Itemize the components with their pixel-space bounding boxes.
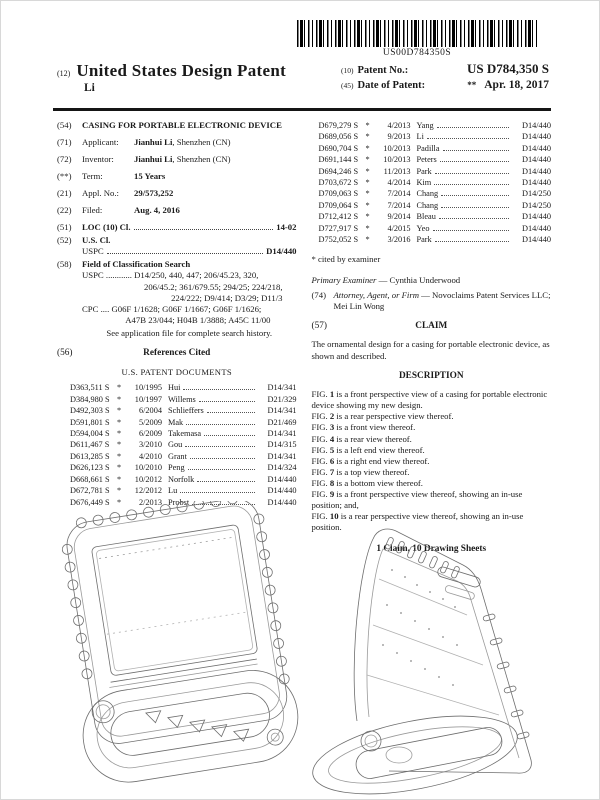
figure-description-line <box>312 434 552 445</box>
fig-text: is a top view thereof. <box>336 466 410 477</box>
search-history-note: See application file for complete search history. <box>106 327 273 338</box>
cited-patent-inventor: Probst <box>168 497 190 507</box>
dot-leader <box>433 223 510 231</box>
dot-leader <box>180 485 254 493</box>
field-num: (22) <box>57 205 72 216</box>
claims-and-sheets-note: 1 Claim, 10 Drawing Sheets <box>376 543 487 554</box>
examiner-cited-mark: * <box>365 189 370 199</box>
fig-number: 6 <box>329 455 335 466</box>
fig-number: 10 <box>329 510 339 521</box>
document-header <box>57 61 549 94</box>
examiner-cited-mark: * <box>365 200 370 210</box>
cited-patent-inventor: Takemasa <box>168 429 202 439</box>
examiner-cited-mark: * <box>365 143 370 153</box>
field-num: (54) <box>57 120 72 130</box>
cited-patent-class: D14/440 <box>267 486 297 496</box>
field-term <box>57 171 297 182</box>
cited-patent-number: D668,661 S <box>70 474 110 484</box>
cited-patent-number: D691,144 S <box>318 155 359 165</box>
fig-text: is a front perspective view thereof, showing an in-use position; and, <box>311 488 523 510</box>
attorney-name: — Novoclaims Patent Services LLC; Mei Lin Wong <box>333 289 551 311</box>
cited-patent-number: D694,246 S <box>318 166 359 176</box>
examiner-cited-mark: * <box>117 463 122 473</box>
cited-patent-inventor: Chang <box>416 200 439 210</box>
field-22-filed <box>57 205 297 216</box>
field-num: (72) <box>57 154 72 165</box>
field-num: (58) <box>57 259 72 270</box>
cited-patent-number: D626,123 S <box>70 463 110 473</box>
us-patent-documents-title: U.S. PATENT DOCUMENTS <box>121 366 232 377</box>
cited-patent-class: D14/440 <box>521 132 551 142</box>
body-columns <box>57 120 551 556</box>
cited-patent-date: 7/2014 <box>387 200 411 210</box>
cited-patent-date: 10/1997 <box>134 394 162 404</box>
cited-patent-date: 10/2012 <box>134 474 162 484</box>
fig-number: 4 <box>329 433 335 444</box>
appl-no-value: 29/573,252 <box>134 188 174 199</box>
cited-patent-date: 7/2014 <box>387 189 411 199</box>
cited-patent-date: 4/2015 <box>387 223 411 233</box>
patent-reference-row <box>319 188 552 199</box>
cited-patent-date: 3/2010 <box>138 440 162 450</box>
patent-reference-row <box>70 451 297 462</box>
cited-patent-inventor: Norfolk <box>168 474 195 484</box>
figure-description-line <box>312 389 552 411</box>
fig-abbrev: FIG. <box>311 455 328 466</box>
patent-reference-row <box>319 166 552 177</box>
figure-description-line <box>312 478 552 489</box>
patent-reference-row <box>70 428 297 439</box>
cited-patent-date: 2/2013 <box>138 497 162 507</box>
cited-patent-date: 4/2013 <box>387 121 411 130</box>
primary-examiner-label: Primary Examiner <box>311 274 377 285</box>
inventor-name: Jianhui Li <box>134 154 173 165</box>
cited-patent-number: D689,056 S <box>318 132 359 142</box>
filed-label: Filed: <box>82 205 103 216</box>
fig-text: is a bottom view thereof. <box>336 477 423 488</box>
cited-patent-date: 10/2013 <box>383 143 411 153</box>
cited-patent-date: 4/2014 <box>387 178 411 188</box>
dot-leader <box>441 188 509 196</box>
references-cited-title: References Cited <box>143 347 211 358</box>
figure-description-line <box>312 456 552 467</box>
patent-reference-row <box>319 154 552 165</box>
dot-leader <box>188 462 255 470</box>
cited-patent-date: 6/2009 <box>138 429 162 439</box>
cited-patent-inventor: Li <box>416 132 424 142</box>
dot-leader <box>190 451 255 459</box>
dot-leader <box>435 166 509 174</box>
attorney-line <box>312 290 552 312</box>
cited-patent-class: D14/440 <box>521 155 551 165</box>
field-code-10: (10) <box>341 66 354 75</box>
dot-leader <box>439 211 509 219</box>
fig-abbrev: FIG. <box>311 477 328 488</box>
cited-patent-class: D14/341 <box>267 383 297 393</box>
figure-description-line <box>312 411 552 422</box>
dot-leader <box>185 439 254 447</box>
uspc-value: D14/440 <box>266 246 297 257</box>
uspc-label: USPC <box>82 246 104 257</box>
cited-patent-date: 6/2004 <box>138 406 162 416</box>
document-title: United States Design Patent <box>76 61 287 80</box>
barcode-block <box>297 20 537 58</box>
cited-patent-class: D14/250 <box>521 200 551 210</box>
patent-reference-row <box>319 223 552 234</box>
cited-patent-number: D676,449 S <box>70 497 110 507</box>
patent-reference-row <box>319 177 552 188</box>
term-extension-mark: ** <box>467 80 477 90</box>
term-label: Term: <box>82 171 103 182</box>
fig-number: 1 <box>329 389 335 400</box>
fig-number: 9 <box>329 488 335 499</box>
patent-reference-row <box>70 462 297 473</box>
fig-text: is a rear view thereof. <box>336 433 412 444</box>
patent-number: US D784,350 S <box>467 61 549 76</box>
examiner-cited-mark: * <box>117 474 122 484</box>
cited-patent-number: D492,303 S <box>70 406 110 416</box>
dot-leader <box>204 428 254 436</box>
patent-reference-row <box>319 143 552 154</box>
applicant-label: Applicant: <box>82 137 119 148</box>
uspc-search-line: 206/45.2; 361/679.55; 294/25; 224/218, <box>143 281 283 292</box>
cited-patent-date: 5/2009 <box>138 417 162 427</box>
examiner-cited-mark: * <box>117 451 122 461</box>
field-num: (56) <box>57 347 73 358</box>
applicant-name: Jianhui Li <box>134 137 173 148</box>
fig-text: is a rear perspective view thereof, showing an in-use position. <box>311 510 524 532</box>
field-num: (74) <box>311 289 326 300</box>
primary-examiner-name: — Cynthia Underwood <box>376 274 461 285</box>
cited-patent-class: D14/341 <box>267 451 297 461</box>
inventor-label: Inventor: <box>82 154 114 165</box>
right-column <box>312 120 552 556</box>
field-num: (21) <box>57 188 72 199</box>
patent-reference-row <box>319 120 552 131</box>
patent-reference-row <box>319 234 552 245</box>
claim-text: The ornamental design for a casing for portable electronic device, as shown and described. <box>311 339 550 361</box>
uspc-search-line: USPC ............ D14/250, 440, 447; 206/45.23, 320, <box>82 270 259 281</box>
field-54-title <box>57 120 297 131</box>
fig-text: is a right end view thereof. <box>336 455 430 466</box>
patent-reference-row <box>70 405 297 416</box>
cited-patent-class: D14/440 <box>521 121 551 130</box>
dot-leader <box>441 200 509 208</box>
cited-patent-date: 4/2010 <box>138 451 162 461</box>
cited-patent-number: D703,672 S <box>318 178 359 188</box>
drawing-front-perspective-view <box>51 501 309 799</box>
cited-patent-inventor: Hui <box>168 383 181 393</box>
field-code-12: (12) <box>57 69 71 78</box>
examiner-cited-mark: * <box>365 155 370 165</box>
field-num: (71) <box>57 137 72 148</box>
cited-patent-class: D14/440 <box>521 223 551 233</box>
patent-reference-row <box>319 131 552 142</box>
cited-patent-number: D712,412 S <box>318 212 359 222</box>
cited-patent-inventor: Mak <box>168 417 184 427</box>
fig-text: is a left end view thereof. <box>336 444 425 455</box>
examiner-cited-mark: * <box>365 235 370 245</box>
field-51-loc <box>57 222 297 233</box>
examiner-cited-mark: * <box>117 429 122 439</box>
dot-leader <box>207 405 255 413</box>
fig-number: 5 <box>329 444 335 455</box>
fig-number: 3 <box>329 422 335 433</box>
cited-patent-date: 9/2014 <box>387 212 411 222</box>
cited-patent-class: D14/250 <box>521 189 551 199</box>
dot-leader <box>183 382 254 390</box>
cited-patent-number: D613,285 S <box>70 451 110 461</box>
cited-patent-date: 10/2010 <box>134 463 162 473</box>
cited-patent-class: D14/440 <box>521 235 551 245</box>
cited-patent-class: D14/440 <box>521 143 551 153</box>
field-num: (52) <box>57 235 72 246</box>
cited-patent-number: D727,917 S <box>318 223 359 233</box>
cited-patent-number: D679,279 S <box>318 121 359 130</box>
cited-patent-date: 3/2016 <box>387 235 411 245</box>
header-left <box>57 61 286 94</box>
dot-leader <box>440 154 509 162</box>
dot-leader <box>443 143 509 151</box>
fig-number: 2 <box>329 411 335 422</box>
cited-by-examiner-note: * cited by examiner <box>311 254 381 265</box>
classification-search-label: Field of Classification Search <box>82 259 191 270</box>
figure-description-line <box>312 489 552 511</box>
cpc-search-line: A47B 23/044; H04B 1/3888; A45C 11/00 <box>125 314 271 325</box>
description-heading <box>312 371 552 383</box>
field-72-inventor <box>57 154 297 165</box>
left-column <box>57 120 297 556</box>
field-71-applicant <box>57 137 297 148</box>
cited-patent-class: D14/440 <box>521 166 551 176</box>
dot-leader <box>437 120 509 128</box>
examiner-cited-mark: * <box>117 406 122 416</box>
inventor-surname: Li <box>84 82 95 94</box>
cited-patent-inventor: Peters <box>416 155 437 165</box>
claim-heading <box>312 321 552 333</box>
cited-patent-class: D14/315 <box>267 440 297 450</box>
examiner-cited-mark: * <box>365 132 370 142</box>
cited-patent-inventor: Bleau <box>416 212 436 222</box>
header-divider <box>53 108 551 111</box>
cited-patent-number: D709,064 S <box>318 200 359 210</box>
dot-leader <box>197 474 254 482</box>
figure-descriptions <box>312 389 552 533</box>
cited-patent-inventor: Willems <box>168 394 196 404</box>
fig-text: is a front view thereof. <box>336 422 416 433</box>
patent-reference-row <box>319 200 552 211</box>
cited-patent-inventor: Lu <box>168 486 178 496</box>
fig-abbrev: FIG. <box>311 411 328 422</box>
patent-reference-row <box>70 474 297 485</box>
examiner-cited-mark: * <box>365 212 370 222</box>
loc-label: LOC (10) Cl. <box>82 222 131 233</box>
cited-patent-number: D594,004 S <box>70 429 110 439</box>
dot-leader <box>134 222 274 230</box>
fig-abbrev: FIG. <box>311 444 328 455</box>
filed-date: Aug. 4, 2016 <box>134 205 180 216</box>
cited-patent-inventor: Peng <box>168 463 185 473</box>
dot-leader <box>434 177 509 185</box>
fig-text: is a rear perspective view thereof. <box>336 411 454 422</box>
cited-patent-number: D384,980 S <box>70 394 110 404</box>
cited-patent-class: D14/440 <box>267 474 297 484</box>
cited-patent-inventor: Park <box>416 166 432 176</box>
us-patent-documents-table-right <box>312 120 552 245</box>
figure-description-line <box>312 422 552 433</box>
cited-patent-class: D14/440 <box>267 497 297 507</box>
field-num: (51) <box>57 222 72 233</box>
barcode-image <box>297 20 537 47</box>
dot-leader <box>435 234 509 242</box>
cited-patent-number: D709,063 S <box>318 189 359 199</box>
cpc-search-line: CPC .... G06F 1/1628; G06F 1/1667; G06F 1/1626; <box>82 303 262 314</box>
inventor-location: , Shenzhen (CN) <box>172 154 231 165</box>
invention-title: CASING FOR PORTABLE ELECTRONIC DEVICE <box>82 120 282 130</box>
fig-abbrev: FIG. <box>311 422 328 433</box>
field-21-appl-no <box>57 188 297 199</box>
field-num: (**) <box>57 171 72 182</box>
date-of-patent: Apr. 18, 2017 <box>484 79 549 91</box>
cited-patent-date: 10/2013 <box>383 155 411 165</box>
patent-reference-row <box>70 439 297 450</box>
cited-patent-date: 9/2013 <box>387 132 411 142</box>
cited-patent-class: D21/329 <box>267 394 297 404</box>
fig-text: is a front perspective view of a casing for portable electronic device showing my new design. <box>311 389 548 411</box>
dot-leader <box>199 394 255 402</box>
barcode-number: US00D784350S <box>382 48 452 58</box>
examiner-cited-mark: * <box>365 178 370 188</box>
us-cl-label: U.S. Cl. <box>82 235 111 246</box>
cited-patent-number: D672,781 S <box>70 486 110 496</box>
cited-patent-inventor: Yeo <box>416 223 430 233</box>
attorney-label: Attorney, Agent, or Firm <box>333 289 419 300</box>
cited-patent-inventor: Park <box>416 235 432 245</box>
cited-patent-date: 10/1995 <box>134 383 162 393</box>
fig-abbrev: FIG. <box>311 466 328 477</box>
claim-title: CLAIM <box>415 320 448 331</box>
cited-patent-inventor: Chang <box>416 189 439 199</box>
cited-patent-class: D14/440 <box>521 212 551 222</box>
fig-abbrev: FIG. <box>311 510 328 521</box>
examiner-cited-mark: * <box>117 497 122 507</box>
examiner-cited-mark: * <box>117 440 122 450</box>
cited-patent-number: D611,467 S <box>70 440 110 450</box>
cited-patent-class: D14/341 <box>267 429 297 439</box>
field-52-us-cl <box>57 235 297 257</box>
patent-reference-row <box>70 417 297 428</box>
fig-abbrev: FIG. <box>311 488 328 499</box>
patent-reference-row <box>70 394 297 405</box>
cited-patent-class: D14/341 <box>267 406 297 416</box>
figure-description-line <box>312 445 552 456</box>
description-title: DESCRIPTION <box>398 370 464 381</box>
cited-patent-number: D363,511 S <box>70 383 110 393</box>
field-num: (57) <box>311 320 327 331</box>
patent-reference-row <box>70 485 297 496</box>
uspc-search-line: 224/222; D9/414; D3/29; D11/3 <box>171 292 283 303</box>
appl-no-label: Appl. No.: <box>82 188 119 199</box>
examiner-cited-mark: * <box>117 417 122 427</box>
drawing-rear-perspective-view <box>297 515 559 800</box>
cited-patent-class: D14/324 <box>267 463 297 473</box>
examiner-cited-mark: * <box>365 223 370 233</box>
fig-abbrev: FIG. <box>311 389 328 400</box>
patent-reference-row <box>70 382 297 393</box>
cited-patent-number: D690,704 S <box>318 143 359 153</box>
loc-value: 14-02 <box>276 222 297 233</box>
fig-number: 8 <box>329 477 335 488</box>
examiner-cited-mark: * <box>117 486 122 496</box>
cited-patent-inventor: Kim <box>416 178 432 188</box>
references-cited-heading <box>57 348 297 360</box>
cited-patent-inventor: Grant <box>168 451 187 461</box>
cited-patent-inventor: Gou <box>168 440 183 450</box>
applicant-location: , Shenzhen (CN) <box>172 137 231 148</box>
figure-description-line <box>312 467 552 478</box>
field-58-classification-search <box>57 259 297 338</box>
us-patent-documents-table-left <box>57 382 297 507</box>
cited-patent-number: D752,052 S <box>318 235 359 245</box>
cited-patent-class: D21/469 <box>267 417 297 427</box>
cited-patent-date: 12/2012 <box>134 486 162 496</box>
dot-leader <box>107 246 263 254</box>
examiner-cited-mark: * <box>365 121 370 130</box>
cited-patent-date: 11/2013 <box>383 166 411 176</box>
date-of-patent-label: Date of Patent: <box>357 80 426 91</box>
fig-number: 7 <box>329 466 335 477</box>
patent-reference-row <box>319 211 552 222</box>
cited-patent-inventor: Schlieffers <box>168 406 204 416</box>
fig-abbrev: FIG. <box>311 433 328 444</box>
cited-patent-inventor: Padilla <box>416 143 440 153</box>
cited-patent-number: D591,801 S <box>70 417 110 427</box>
primary-examiner-line <box>312 275 552 286</box>
cited-patent-class: D14/440 <box>521 178 551 188</box>
examiner-cited-mark: * <box>117 394 122 404</box>
term-value: 15 Years <box>134 171 166 182</box>
cited-patent-inventor: Yang <box>416 121 434 130</box>
field-code-45: (45) <box>341 81 354 90</box>
examiner-cited-mark: * <box>365 166 370 176</box>
patent-no-label: Patent No.: <box>357 65 409 76</box>
dot-leader <box>427 131 509 139</box>
header-right <box>341 61 549 94</box>
dot-leader <box>186 417 254 425</box>
examiner-cited-mark: * <box>117 383 122 393</box>
